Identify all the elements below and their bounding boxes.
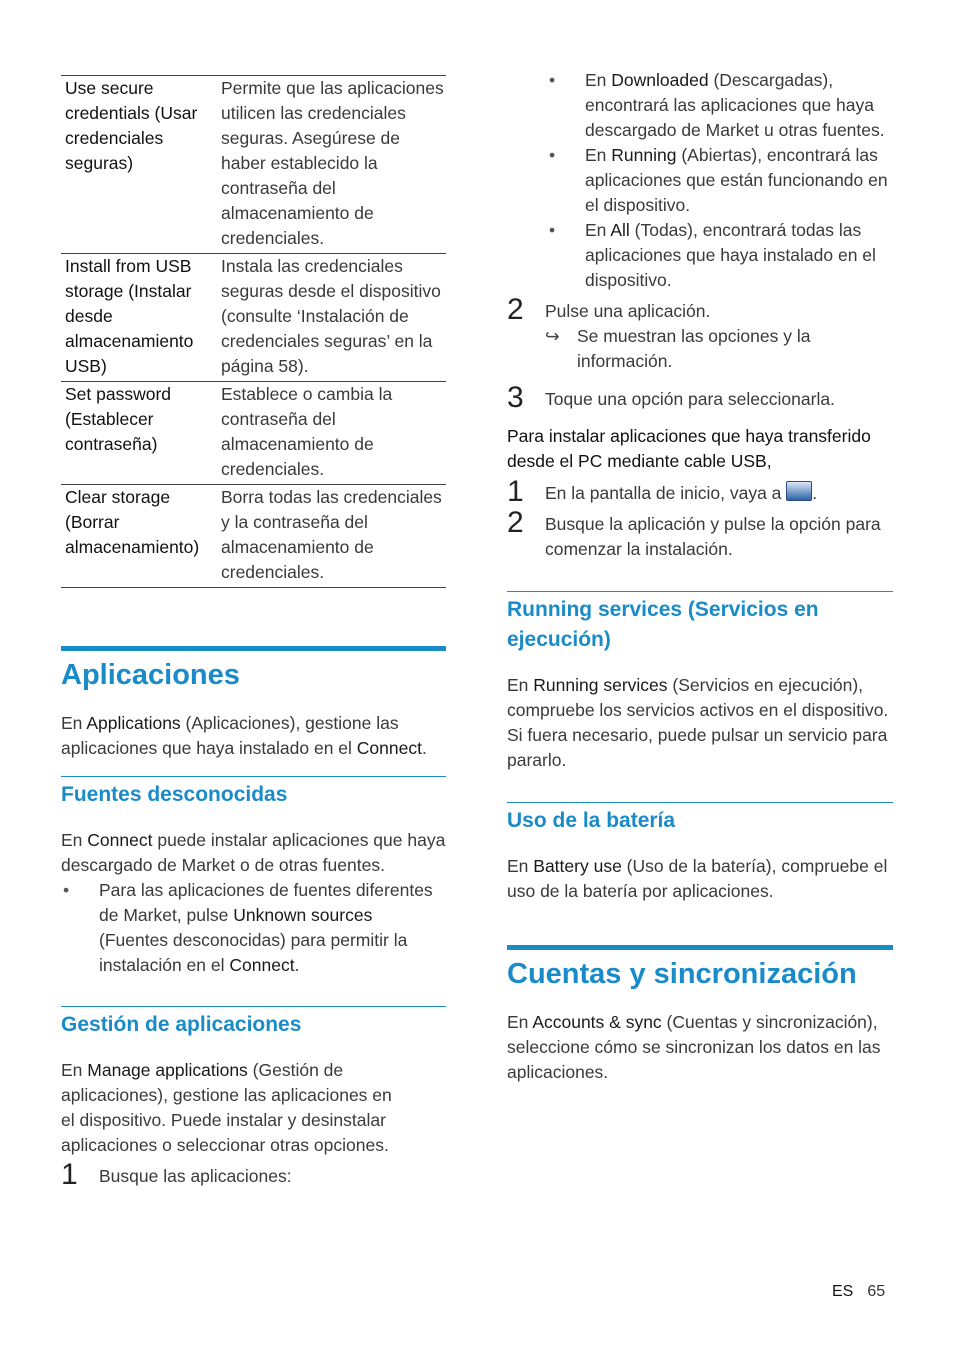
credentials-table bbox=[61, 75, 446, 588]
text: . bbox=[421, 738, 427, 758]
right-column bbox=[507, 68, 893, 1085]
text: En bbox=[507, 675, 534, 695]
bateria-intro bbox=[507, 854, 893, 904]
table-cell-description: Permite que las aplicaciones utilicen las credenciales seguras. Asegúrese de haber establecido la contraseña del almacenamiento de credenciales. bbox=[217, 76, 446, 254]
section-running-services bbox=[507, 591, 893, 773]
section-title-aplicaciones: Aplicaciones bbox=[61, 646, 446, 693]
table-row bbox=[61, 485, 446, 588]
text: Para las aplicaciones de fuentes diferentes de Market, pulse bbox=[99, 880, 433, 925]
text: (Todas), encontrará todas las aplicaciones que haya instalado en el dispositivo. bbox=[585, 220, 876, 290]
text: (Descargadas), encontrará las aplicaciones que haya descargado de Market u otras fuentes. bbox=[585, 70, 885, 140]
step-number: 2 bbox=[507, 506, 524, 539]
page-footer bbox=[832, 1279, 885, 1304]
table-row bbox=[61, 76, 446, 254]
text: En bbox=[585, 145, 612, 165]
text: En bbox=[507, 856, 534, 876]
text: (Uso de la batería), compruebe el uso de la batería por aplicaciones. bbox=[507, 856, 888, 901]
table-cell-description: Instala las credenciales seguras desde el dispositivo (consulte ‘Instalación de credenciales seguras’ en la página 58). bbox=[217, 254, 446, 382]
text: (Abiertas), encontrará las aplicaciones que están funcionando en el dispositivo. bbox=[585, 145, 888, 215]
text: En bbox=[585, 220, 611, 240]
ui-term: Accounts & sync bbox=[532, 1012, 662, 1032]
section-title-running-services: Running services (Servicios en ejecución) bbox=[507, 591, 893, 655]
step-text: Toque una opción para seleccionarla. bbox=[545, 389, 835, 409]
left-column bbox=[61, 75, 446, 1189]
table-row bbox=[61, 382, 446, 485]
section-aplicaciones bbox=[61, 646, 446, 761]
list-item bbox=[547, 218, 893, 293]
text: (Gestión de aplicaciones), gestione las aplicaciones en el dispositivo. Puede instalar y desinstalar aplicaciones o seleccionar otras opciones. bbox=[61, 1060, 392, 1155]
ui-term: Applications bbox=[86, 713, 181, 733]
text: (Aplicaciones), gestione las aplicaciones que haya instalado en el bbox=[61, 713, 399, 758]
step-text: Pulse una aplicación. bbox=[545, 301, 711, 321]
step-number: 3 bbox=[507, 381, 524, 414]
table-cell-description: Borra todas las credenciales y la contraseña del almacenamiento de credenciales. bbox=[217, 485, 446, 588]
step-text: Busque la aplicación y pulse la opción para comenzar la instalación. bbox=[545, 514, 881, 559]
running-services-intro bbox=[507, 673, 893, 773]
section-title-fuentes: Fuentes desconocidas bbox=[61, 776, 446, 810]
step-text: Busque las aplicaciones: bbox=[99, 1166, 292, 1186]
table-cell-option: Set password (Establecer contraseña) bbox=[61, 382, 217, 485]
step-number: 2 bbox=[507, 293, 524, 326]
table-cell-option: Clear storage (Borrar almacenamiento) bbox=[61, 485, 217, 588]
section-title-gestion: Gestión de aplicaciones bbox=[61, 1006, 446, 1040]
ui-term: Downloaded bbox=[611, 70, 709, 90]
section-fuentes bbox=[61, 776, 446, 978]
text: . bbox=[294, 955, 300, 975]
text: En bbox=[61, 713, 87, 733]
list-item bbox=[61, 878, 446, 978]
section-gestion bbox=[61, 1006, 446, 1189]
step-item bbox=[507, 293, 893, 374]
step-item bbox=[61, 1158, 446, 1191]
ui-term: All bbox=[610, 220, 630, 240]
table-row bbox=[61, 254, 446, 382]
step-text: En la pantalla de inicio, vaya a bbox=[545, 483, 787, 503]
gestion-bullet-list bbox=[507, 68, 893, 293]
step-item bbox=[507, 506, 893, 562]
aplicaciones-intro bbox=[61, 711, 446, 761]
cuentas-intro bbox=[507, 1010, 893, 1085]
text: (Cuentas y sincronización), seleccione cómo se sincronizan los datos en las aplicaciones. bbox=[507, 1012, 881, 1082]
step-number: 1 bbox=[507, 475, 524, 508]
section-title-cuentas: Cuentas y sincronización bbox=[507, 945, 893, 992]
ui-term: Manage applications bbox=[87, 1060, 248, 1080]
section-bateria bbox=[507, 802, 893, 904]
ui-term: Connect bbox=[356, 738, 422, 758]
gestion-intro bbox=[61, 1058, 446, 1158]
step-result bbox=[545, 324, 893, 374]
text: puede instalar aplicaciones que haya descargado de Market o de otras fuentes. bbox=[61, 830, 446, 875]
result-text: Se muestran las opciones y la información. bbox=[577, 326, 811, 371]
section-cuentas bbox=[507, 945, 893, 1085]
text: (Servicios en ejecución), compruebe los servicios activos en el dispositivo. Si fuera necesario, puede pulsar un servicio para pararlo. bbox=[507, 675, 889, 770]
step-item bbox=[507, 381, 893, 414]
text: En bbox=[61, 1060, 88, 1080]
ui-term: Running services bbox=[533, 675, 668, 695]
text: En bbox=[507, 1012, 533, 1032]
usb-install-heading: Para instalar aplicaciones que haya transferido desde el PC mediante cable USB, bbox=[507, 426, 871, 471]
table-cell-option: Install from USB storage (Instalar desde almacenamiento USB) bbox=[61, 254, 217, 382]
text: En bbox=[585, 70, 612, 90]
page-number: 65 bbox=[867, 1283, 886, 1300]
ui-term: Unknown sources bbox=[233, 905, 373, 925]
text: En bbox=[61, 830, 88, 850]
list-item bbox=[547, 68, 893, 143]
table-cell-option: Use secure credentials (Usar credenciales seguras) bbox=[61, 76, 217, 254]
result-arrow-icon: ↪ bbox=[545, 326, 560, 346]
list-item bbox=[547, 143, 893, 218]
ui-term: Battery use bbox=[533, 856, 622, 876]
ui-term: Connect bbox=[229, 955, 295, 975]
table-cell-description: Establece o cambia la contraseña del almacenamiento de credenciales. bbox=[217, 382, 446, 485]
language-code: ES bbox=[832, 1283, 854, 1300]
step-item bbox=[507, 475, 893, 508]
section-title-bateria: Uso de la batería bbox=[507, 802, 893, 836]
text: . bbox=[812, 483, 818, 503]
text: (Fuentes desconocidas) para permitir la instalación en el bbox=[99, 930, 408, 975]
fuentes-intro bbox=[61, 828, 446, 878]
applications-folder-icon bbox=[786, 481, 812, 501]
ui-term: Connect bbox=[87, 830, 153, 850]
ui-term: Running bbox=[611, 145, 677, 165]
step-number: 1 bbox=[61, 1158, 78, 1191]
fuentes-bullet-list bbox=[61, 878, 446, 978]
